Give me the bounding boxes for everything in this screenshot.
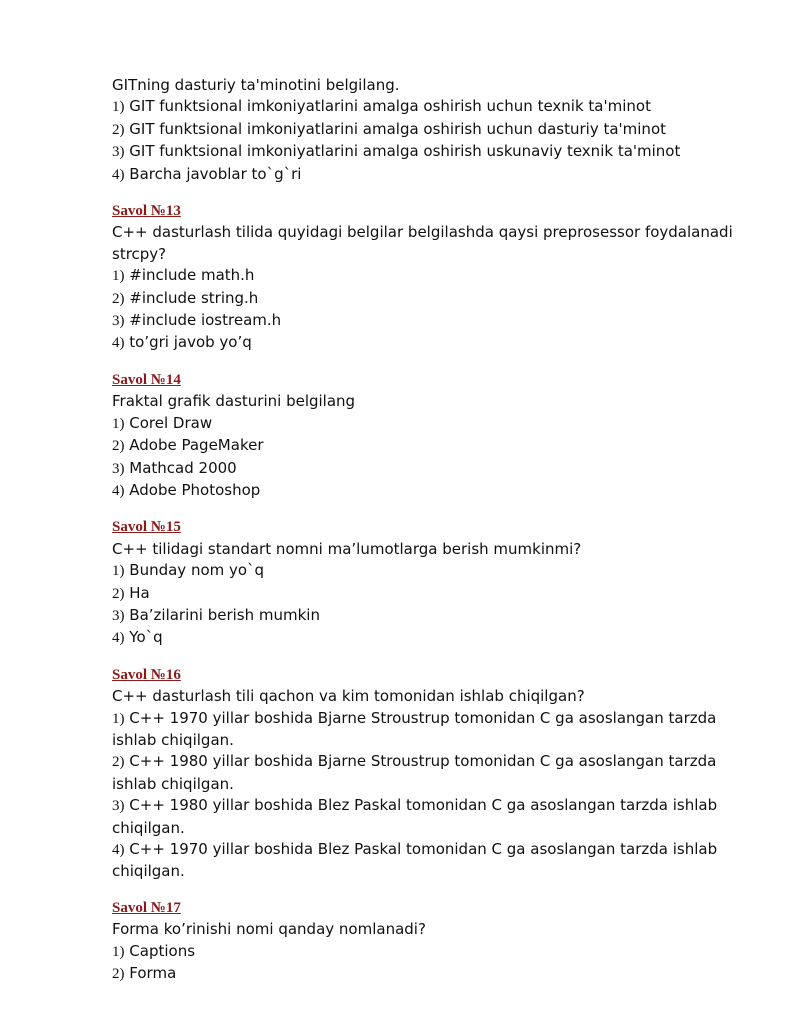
option-text: Adobe PageMaker bbox=[129, 436, 264, 455]
option-text: Forma bbox=[129, 964, 177, 983]
option-text: Captions bbox=[129, 941, 196, 960]
option-text: #include math.h bbox=[129, 266, 255, 285]
question-block bbox=[112, 370, 762, 502]
answer-option bbox=[112, 458, 762, 480]
question-text: GITning dasturiy ta'minotini belgilang. bbox=[112, 76, 400, 94]
option-text: Corel Draw bbox=[129, 413, 213, 432]
question-heading: Savol №14 bbox=[112, 371, 181, 388]
option-text: Barcha javoblar to`g`ri bbox=[129, 164, 302, 183]
option-number: 3) bbox=[112, 798, 125, 815]
option-number: 4) bbox=[112, 166, 125, 183]
question-heading: Savol №17 bbox=[112, 899, 181, 916]
option-number: 3) bbox=[112, 460, 125, 477]
answer-option bbox=[112, 141, 762, 163]
option-text: GIT funktsional imkoniyatlarini amalga oshirish uchun dasturiy ta'minot bbox=[129, 119, 666, 138]
answer-option bbox=[112, 164, 762, 186]
answer-option bbox=[112, 332, 762, 354]
option-text: Ha bbox=[129, 583, 150, 602]
question-block bbox=[112, 665, 762, 883]
option-number: 2) bbox=[112, 290, 125, 307]
question-text: C++ tilidagi standart nomni ma’lumotlarga berish mumkinmi? bbox=[112, 539, 582, 558]
option-text: GIT funktsional imkoniyatlarini amalga oshirish uchun texnik ta'minot bbox=[129, 97, 651, 116]
option-number: 4) bbox=[112, 482, 125, 499]
option-number: 3) bbox=[112, 313, 125, 330]
answer-option bbox=[112, 480, 762, 502]
answer-option bbox=[112, 839, 762, 883]
option-text: Bunday nom yo`q bbox=[129, 561, 265, 580]
option-text: C++ 1970 yillar boshida Blez Paskal tomonidan C ga asoslangan tarzda ishlab chiqilgan. bbox=[112, 840, 718, 881]
question-text: Fraktal grafik dasturini belgilang bbox=[112, 392, 356, 411]
option-text: #include string.h bbox=[129, 288, 259, 307]
question-text: Forma ko’rinishi nomi qanday nomlanadi? bbox=[112, 920, 426, 939]
answer-option bbox=[112, 560, 762, 582]
answer-option bbox=[112, 413, 762, 435]
option-text: Mathcad 2000 bbox=[129, 458, 237, 477]
answer-option bbox=[112, 751, 762, 795]
option-number: 1) bbox=[112, 99, 125, 116]
option-number: 4) bbox=[112, 630, 125, 647]
option-text: #include iostream.h bbox=[129, 311, 282, 330]
option-number: 4) bbox=[112, 335, 125, 352]
option-text: Ba’zilarini berish mumkin bbox=[129, 605, 320, 624]
option-text: GIT funktsional imkoniyatlarini amalga oshirish uskunaviy texnik ta'minot bbox=[129, 142, 681, 161]
option-text: Adobe Photoshop bbox=[129, 480, 261, 499]
answer-option bbox=[112, 96, 762, 118]
option-number: 2) bbox=[112, 585, 125, 602]
answer-option bbox=[112, 119, 762, 141]
question-text: C++ dasturlash tili qachon va kim tomonidan ishlab chiqilgan? bbox=[112, 687, 585, 706]
option-number: 3) bbox=[112, 144, 125, 161]
option-text: C++ 1980 yillar boshida Bjarne Stroustrup tomonidan C ga asoslangan tarzda ishlab chiqilgan. bbox=[112, 752, 717, 793]
option-number: 1) bbox=[112, 415, 125, 432]
question-block bbox=[112, 201, 762, 355]
option-number: 1) bbox=[112, 710, 125, 727]
answer-option bbox=[112, 941, 762, 963]
answer-option bbox=[112, 310, 762, 332]
answer-option bbox=[112, 435, 762, 457]
option-number: 4) bbox=[112, 842, 125, 858]
option-text: C++ 1980 yillar boshida Blez Paskal tomonidan C ga asoslangan tarzda ishlab chiqilgan. bbox=[112, 796, 718, 837]
answer-option bbox=[112, 288, 762, 310]
answer-option bbox=[112, 963, 762, 985]
option-number: 2) bbox=[112, 966, 125, 983]
question-block bbox=[112, 517, 762, 649]
question-heading: Savol №13 bbox=[112, 203, 181, 220]
option-number: 2) bbox=[112, 754, 125, 771]
option-number: 2) bbox=[112, 121, 125, 138]
question-heading: Savol №15 bbox=[112, 519, 181, 536]
question-heading: Savol №16 bbox=[112, 666, 181, 683]
option-number: 3) bbox=[112, 607, 125, 624]
question-block bbox=[112, 898, 762, 986]
question-block bbox=[112, 75, 762, 186]
option-number: 1) bbox=[112, 268, 125, 285]
option-text: Yo`q bbox=[129, 628, 163, 647]
answer-option bbox=[112, 265, 762, 287]
answer-option bbox=[112, 605, 762, 627]
answer-option bbox=[112, 627, 762, 649]
option-text: to’gri javob yo’q bbox=[129, 333, 252, 352]
option-text: C++ 1970 yillar boshida Bjarne Stroustrup tomonidan C ga asoslangan tarzda ishlab chiqilgan. bbox=[112, 708, 717, 749]
option-number: 1) bbox=[112, 563, 125, 580]
question-text: C++ dasturlash tilida quyidagi belgilar belgilashda qaysi preprosessor foydalanadi strcpy? bbox=[112, 223, 733, 263]
answer-option bbox=[112, 583, 762, 605]
option-number: 1) bbox=[112, 943, 125, 960]
document-page bbox=[112, 75, 762, 1000]
answer-option bbox=[112, 795, 762, 839]
option-number: 2) bbox=[112, 438, 125, 455]
answer-option bbox=[112, 708, 762, 752]
